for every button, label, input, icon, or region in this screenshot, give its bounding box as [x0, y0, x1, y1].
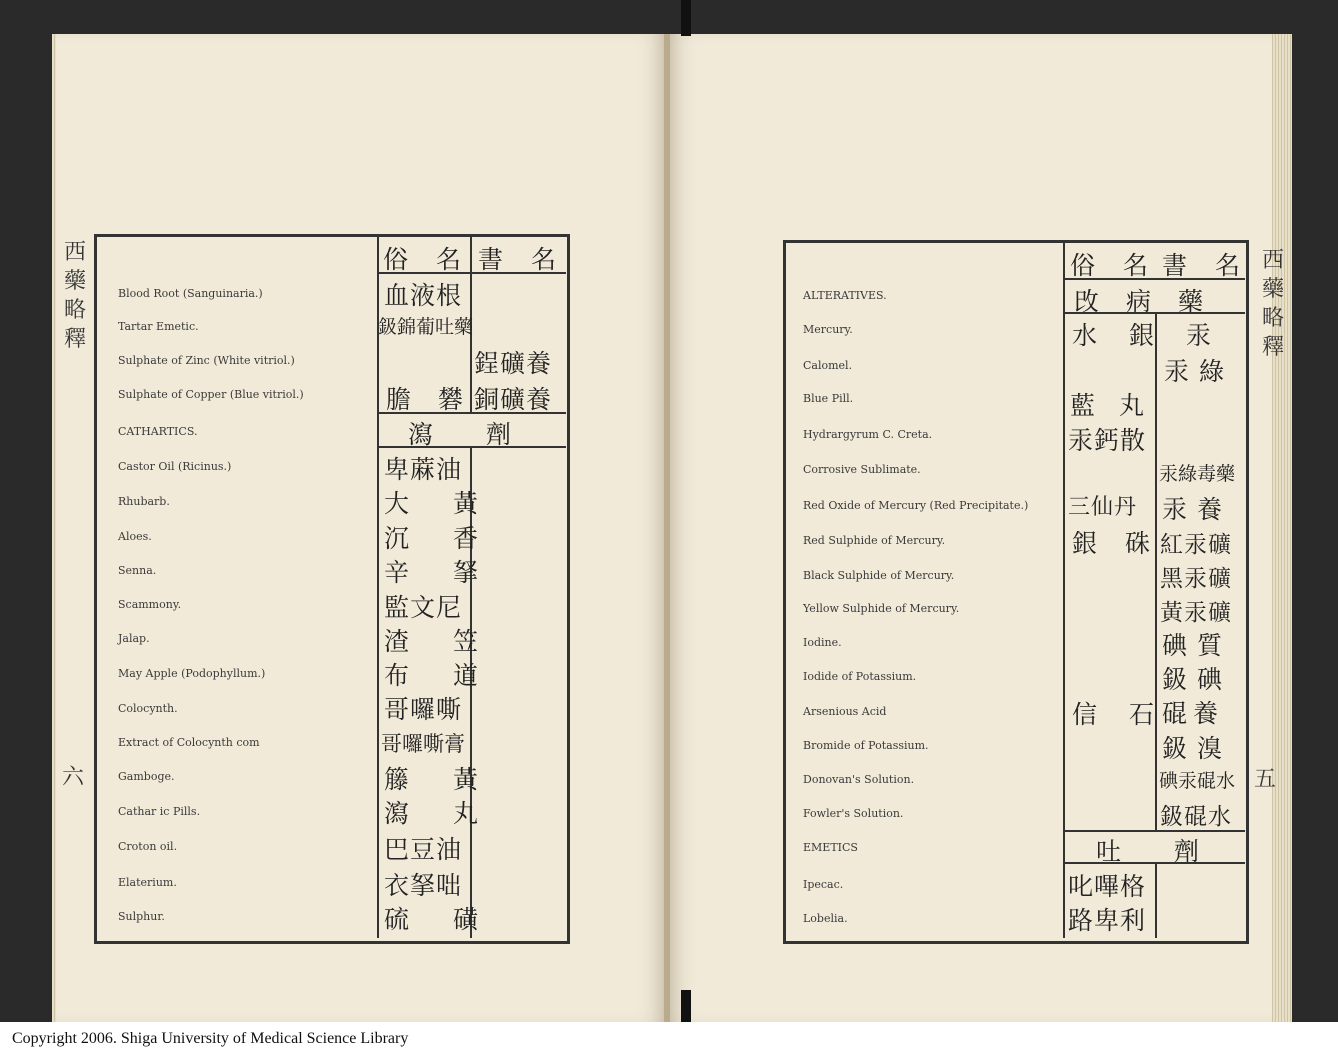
right-row-book: 黑汞礦: [1160, 566, 1232, 592]
right-row-en: Arsenious Acid: [803, 705, 887, 718]
left-row-en: Elaterium.: [118, 876, 177, 889]
right-row-popular: 信 石: [1072, 700, 1166, 729]
right-row-popular: 路卑利: [1068, 906, 1147, 935]
right-row-popular: 汞鈣散: [1068, 426, 1147, 455]
left-row-en: Jalap.: [118, 632, 150, 645]
left-row-en: May Apple (Podophyllum.): [118, 667, 266, 680]
left-row-book: 銅礦養: [474, 385, 553, 414]
left-row-en: Tartar Emetic.: [118, 320, 199, 333]
right-row-en: Red Sulphide of Mercury.: [803, 534, 946, 547]
left-margin-title: 西 藥 略 釋: [63, 240, 86, 352]
left-row-en: Scammony.: [118, 598, 182, 611]
right-row-book: 碘汞䃂水: [1159, 770, 1236, 792]
right-row-popular: 銀 硃: [1072, 529, 1160, 558]
left-row-popular: 大 黃: [384, 489, 496, 518]
left-header-book: 書 名: [478, 245, 566, 274]
right-row-book: 汞: [1186, 321, 1213, 350]
left-page-number: 六: [62, 765, 85, 790]
left-row-popular: 鈒錦葡吐藥: [378, 316, 474, 338]
left-row-popular: 哥囉嘶: [384, 695, 463, 724]
left-row-en: Sulphate of Zinc (White vitriol.): [118, 354, 295, 367]
right-row-en: Yellow Sulphide of Mercury.: [803, 602, 960, 615]
left-row-popular: 布 道: [384, 661, 496, 690]
left-row-en: Blood Root (Sanguinaria.): [118, 287, 263, 300]
left-row-book: 鋥礦養: [474, 349, 553, 378]
copyright-notice: Copyright 2006. Shiga University of Medical Science Library: [12, 1030, 409, 1047]
left-row-popular: 渣 笠: [384, 627, 496, 656]
right-row-en: Blue Pill.: [803, 392, 854, 405]
right-row-en: Ipecac.: [803, 878, 844, 891]
right-row-popular: 藍 丸: [1070, 391, 1152, 420]
right-row-book: 汞 養: [1162, 495, 1223, 524]
right-divider-main: [1063, 242, 1065, 938]
right-row-en: Iodide of Potassium.: [803, 670, 917, 683]
right-row-en: Lobelia.: [803, 912, 848, 925]
left-row-en: Aloes.: [118, 530, 152, 543]
right-section-en: EMETICS: [803, 841, 858, 854]
right-header-book: 書 名: [1162, 251, 1250, 280]
right-page-number: 五: [1254, 767, 1277, 792]
left-row-popular: 膽 礬: [386, 385, 465, 414]
left-row-en: Croton oil.: [118, 840, 178, 853]
left-row-popular: 沉 香: [384, 524, 496, 553]
left-row-en: Extract of Colocynth com: [118, 736, 260, 749]
left-row-popular: 硫 磺: [384, 905, 496, 934]
right-row-en: Fowler's Solution.: [803, 807, 904, 820]
left-row-en: Sulphate of Copper (Blue vitriol.): [118, 388, 304, 401]
left-section-zh: 瀉 劑: [408, 420, 513, 449]
right-row-book: 黃汞礦: [1160, 600, 1232, 626]
right-section-zh: 攺 病 藥: [1074, 287, 1205, 316]
left-row-popular: 卑蔴油: [384, 455, 463, 484]
right-row-book: 鈒 溴: [1162, 734, 1223, 763]
left-row-en: Colocynth.: [118, 702, 178, 715]
left-row-en: Rhubarb.: [118, 495, 170, 508]
right-divider-bottom: [1155, 862, 1157, 938]
right-row-book: 紅汞礦: [1160, 532, 1232, 558]
right-divider-middle: [1155, 312, 1157, 830]
right-header-popular: 俗 名: [1070, 251, 1158, 280]
left-row-en: Gamboge.: [118, 770, 175, 783]
right-row-en: Bromide of Potassium.: [803, 739, 929, 752]
right-row-en: Hydrargyrum C. Creta.: [803, 428, 933, 441]
left-row-popular: 辛 拏: [384, 558, 496, 587]
bookmark-ribbon-bottom: [681, 990, 691, 1022]
right-margin-title: 西 藥 略 釋: [1261, 248, 1284, 360]
left-row-popular: 瀉 丸: [384, 799, 496, 828]
right-row-popular: 三仙丹: [1068, 495, 1138, 520]
right-row-en: Calomel.: [803, 359, 853, 372]
left-row-en: Senna.: [118, 564, 157, 577]
left-row-popular: 哥囉嘶膏: [381, 732, 465, 756]
left-row-popular: 血液根: [384, 281, 463, 310]
right-row-en: Black Sulphide of Mercury.: [803, 569, 955, 582]
left-row-popular: 監文尼: [384, 593, 463, 622]
right-row-en: Donovan's Solution.: [803, 773, 915, 786]
left-row-en: Cathar ic Pills.: [118, 805, 201, 818]
left-table-frame: [94, 234, 570, 944]
right-row-en: Iodine.: [803, 636, 842, 649]
right-section-zh: 吐 劑: [1096, 837, 1201, 866]
right-row-en: Corrosive Sublimate.: [803, 463, 921, 476]
left-row-en: Castor Oil (Ricinus.): [118, 460, 232, 473]
right-row-book: 汞綠毒藥: [1159, 463, 1236, 485]
left-section-en: CATHARTICS.: [118, 425, 198, 438]
right-page-edges: [1270, 34, 1292, 1022]
left-row-en: Sulphur.: [118, 910, 165, 923]
right-row-book: 汞綠: [1164, 357, 1235, 386]
right-row-en: Red Oxide of Mercury (Red Precipitate.): [803, 499, 1029, 512]
right-row-book: 碘 質: [1162, 631, 1223, 660]
right-row-popular: 水 銀: [1072, 321, 1166, 350]
right-row-book: 鈒䃂水: [1160, 804, 1232, 830]
left-row-popular: 巴豆油: [384, 835, 463, 864]
left-divider-main: [377, 236, 379, 938]
bookmark-ribbon-top: [681, 0, 691, 36]
left-row-popular: 籐 黃: [384, 765, 496, 794]
left-row-popular: 衣拏咄: [384, 871, 463, 900]
right-row-popular: 叱嗶格: [1068, 872, 1147, 901]
right-row-book: 䃂養: [1162, 699, 1225, 728]
right-row-book: 鈒 碘: [1162, 665, 1223, 694]
book-gutter: [664, 34, 670, 1022]
right-row-en: Mercury.: [803, 323, 853, 336]
right-section-en: ALTERATIVES.: [803, 289, 887, 302]
left-header-popular: 俗 名: [383, 245, 471, 274]
